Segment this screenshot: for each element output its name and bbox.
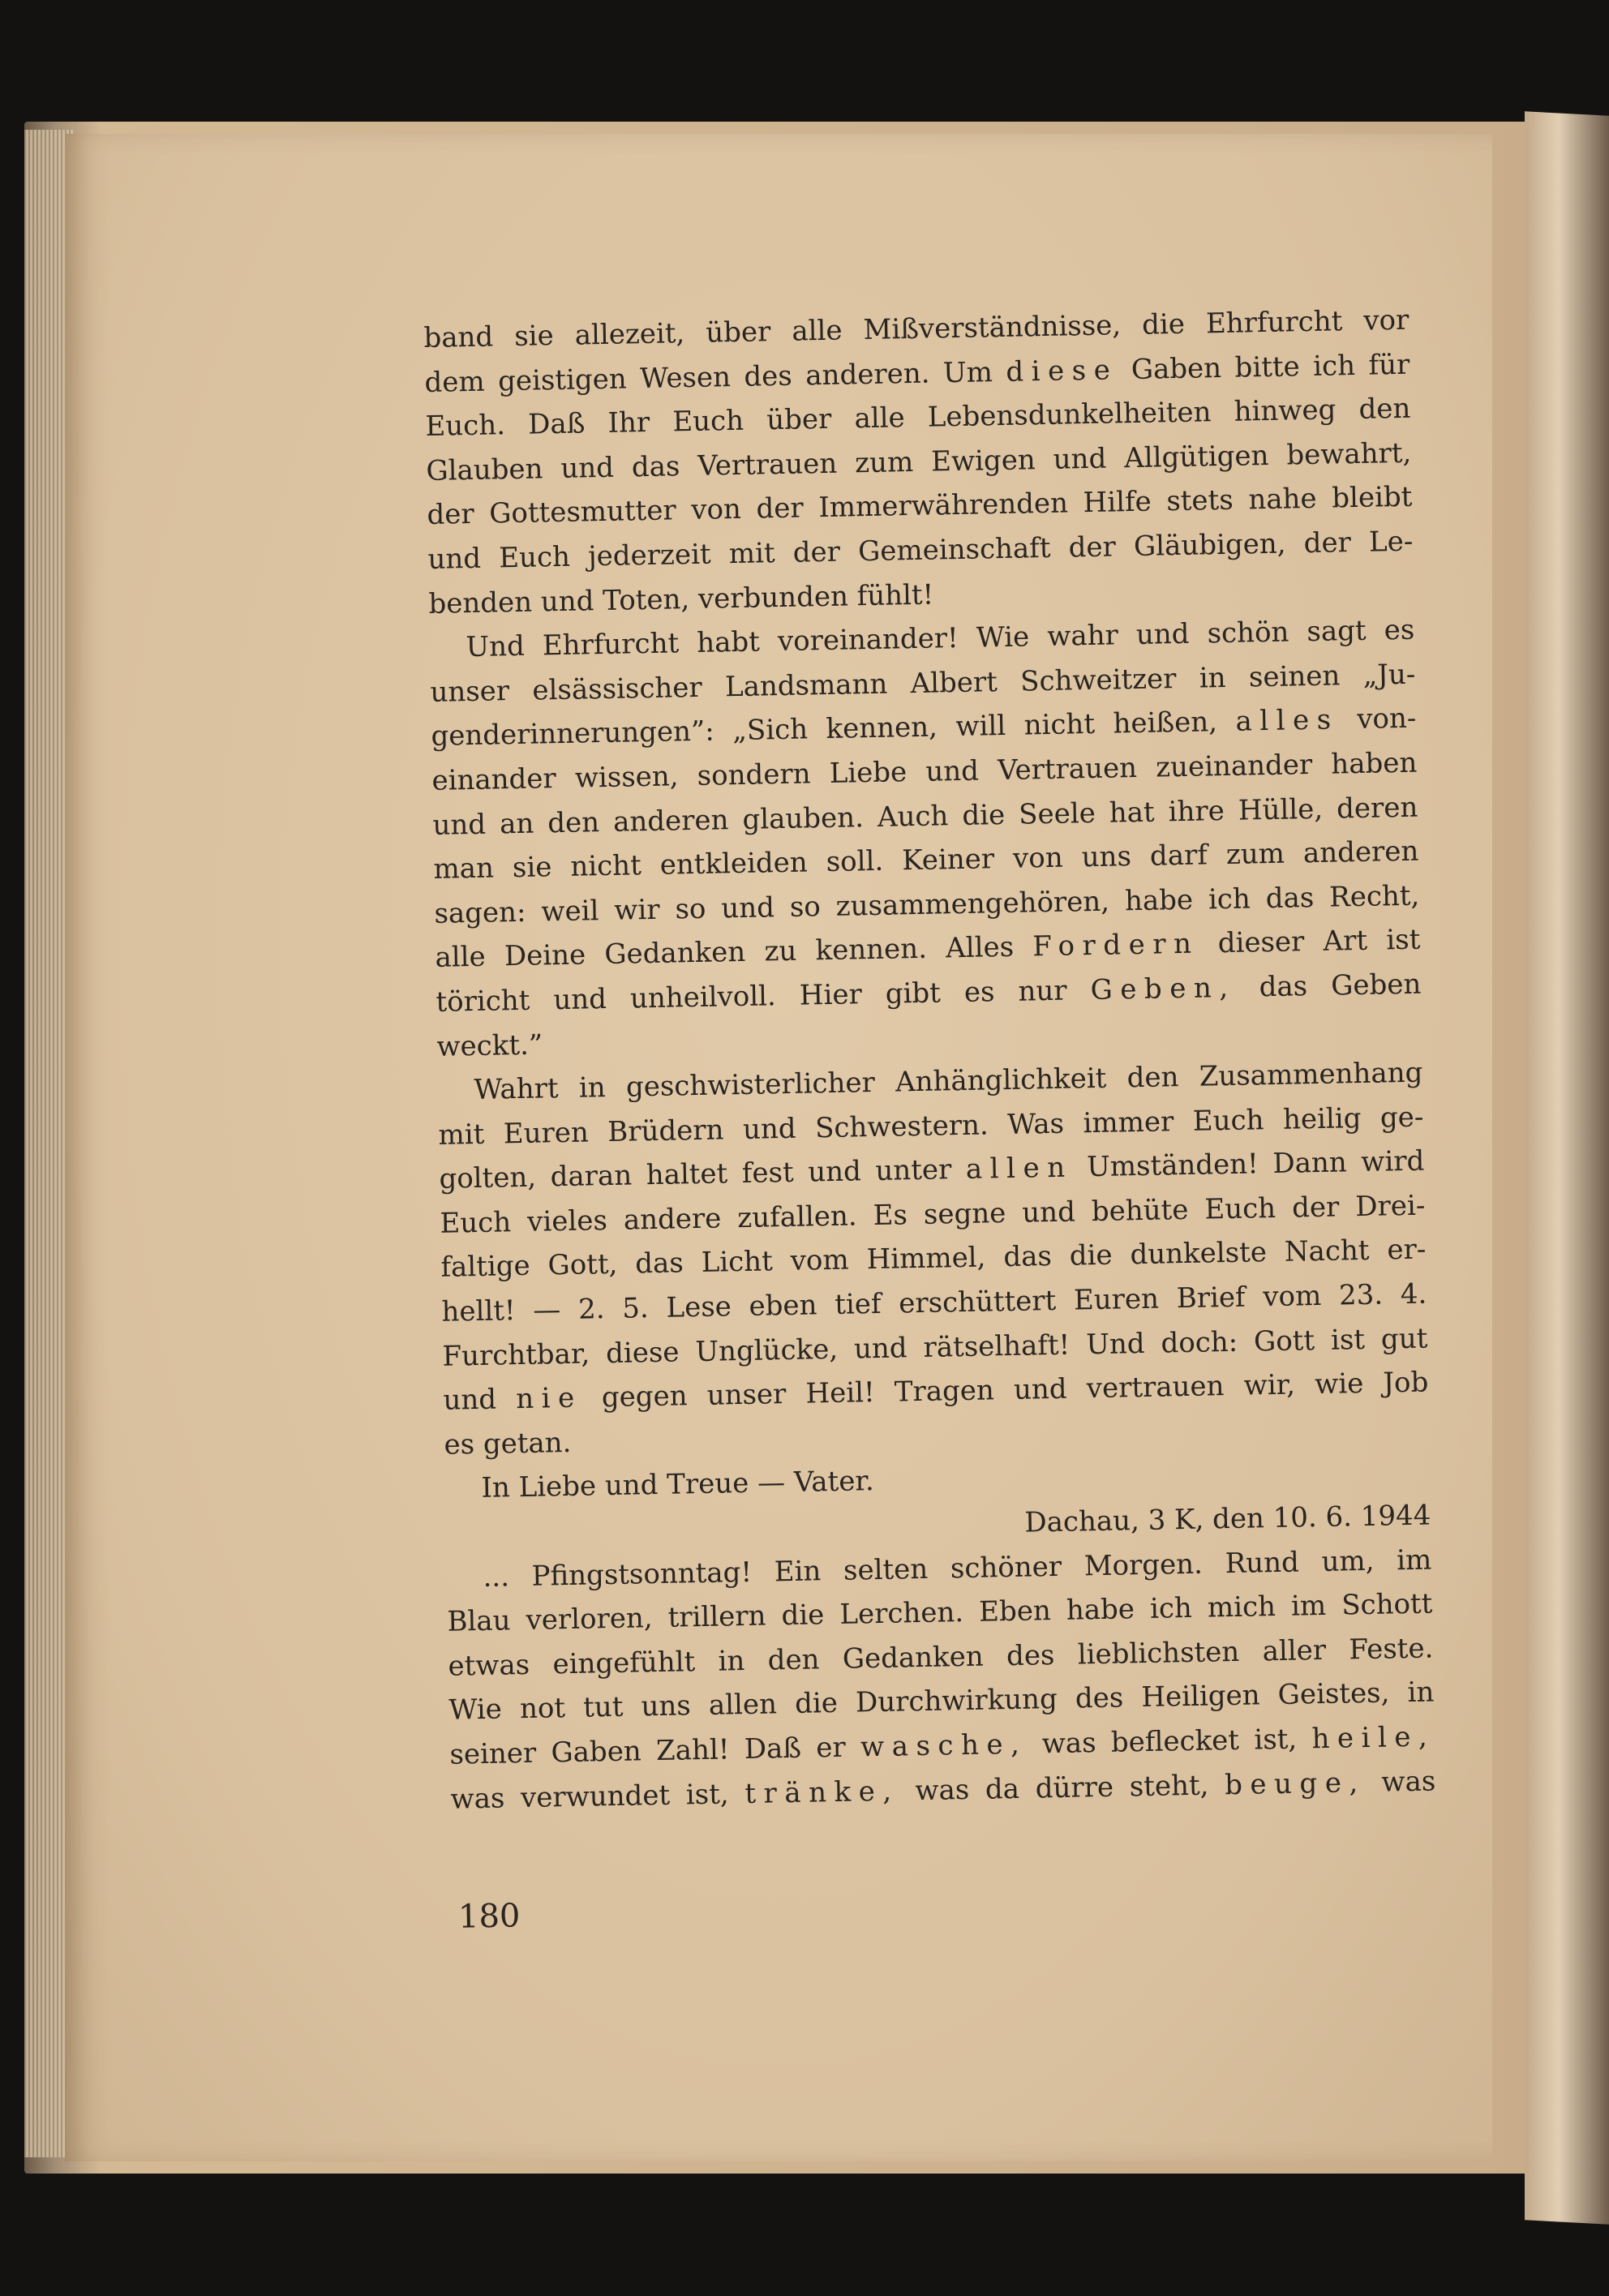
letter-dateline: Dachau, 3 K, den 10. 6. 1944 — [1024, 1499, 1431, 1539]
text-line: es getan. — [444, 1426, 572, 1461]
text-line: In Liebe und Treue — Vater. — [481, 1465, 875, 1505]
text-line: der Gottesmutter von der Immerwährenden Hilfe stets nahe bleibt — [427, 481, 1413, 532]
text-line: Wie not tut uns allen die Durchwirkung des Heiligen Geistes, in — [448, 1676, 1435, 1727]
text-line: und nie gegen unser Heil! Tragen und vertrauen wir, wie Job — [443, 1366, 1429, 1418]
text-line: mit Euren Brüdern und Schwestern. Was immer Euch heilig ge- — [438, 1101, 1424, 1152]
page-number: 180 — [457, 1897, 521, 1936]
text-line: töricht und unheilvoll. Hier gibt es nur Geben, das Geben — [436, 968, 1422, 1019]
text-line: weckt.” — [436, 1028, 543, 1063]
text-line: einander wissen, sondern Liebe und Vertrauen zueinander haben — [431, 746, 1418, 797]
text-line: Furchtbar, diese Unglücke, und rätselhaft! Und doch: Gott ist gut — [442, 1322, 1428, 1373]
facing-page-edge — [1525, 111, 1609, 2224]
text-line: man sie nicht entkleiden soll. Keiner von uns darf zum anderen — [433, 835, 1419, 886]
text-line: hellt! — 2. 5. Lese eben tief erschüttert Euren Brief vom 23. 4. — [441, 1277, 1427, 1328]
text-line: Blau verloren, trillern die Lerchen. Eben habe ich mich im Schott — [447, 1587, 1433, 1638]
text-line: Glauben und das Vertrauen zum Ewigen und Allgütigen bewahrt, — [426, 436, 1412, 487]
text-line: alle Deine Gedanken zu kennen. Alles Fordern dieser Art ist — [435, 923, 1421, 975]
text-line: seiner Gaben Zahl! Daß er wasche, was beflecket ist, heile, — [449, 1720, 1435, 1771]
text-line: Euch vieles andere zufallen. Es segne und behüte Euch der Drei- — [440, 1189, 1426, 1240]
text-line: benden und Toten, verbunden fühlt! — [428, 578, 934, 620]
text-line: etwas eingefühlt in den Gedanken des lieblichsten aller Feste. — [448, 1632, 1434, 1683]
text-line: unser elsässischer Landsmann Albert Schweitzer in seinen „Ju- — [430, 658, 1416, 709]
text-line: Euch. Daß Ihr Euch über alle Lebensdunkelheiten hinweg den — [425, 392, 1411, 444]
text-line: band sie allezeit, über alle Mißverständnisse, die Ehrfurcht vor — [423, 303, 1409, 354]
text-line: Wahrt in geschwisterlicher Anhänglichkeit den Zusammenhang — [474, 1056, 1423, 1107]
text-line: und an den anderen glauben. Auch die Seele hat ihre Hülle, deren — [432, 791, 1418, 842]
text-line: dem geistigen Wesen des anderen. Um diese Gaben bitte ich für — [424, 348, 1410, 399]
body-text — [423, 298, 1436, 1822]
text-line: golten, daran haltet fest und unter allen Umständen! Dann wird — [439, 1144, 1425, 1196]
text-line: sagen: weil wir so und so zusammengehören, habe ich das Recht, — [434, 879, 1420, 930]
text-line: genderinnerungen”: „Sich kennen, will nicht heißen, alles von- — [431, 702, 1417, 753]
text-line: und Euch jederzeit mit der Gemeinschaft der Gläubigen, der Le- — [427, 525, 1414, 576]
text-line: faltige Gott, das Licht vom Himmel, das die dunkelste Nacht er- — [440, 1234, 1427, 1285]
text-line: Und Ehrfurcht habt voreinander! Wie wahr und schön sagt es — [466, 613, 1415, 664]
text-line: was verwundet ist, tränke, was da dürre steht, beuge, was — [450, 1765, 1436, 1816]
text-line: ... Pfingstsonntag! Ein selten schöner Morgen. Rund um, im — [483, 1543, 1432, 1594]
